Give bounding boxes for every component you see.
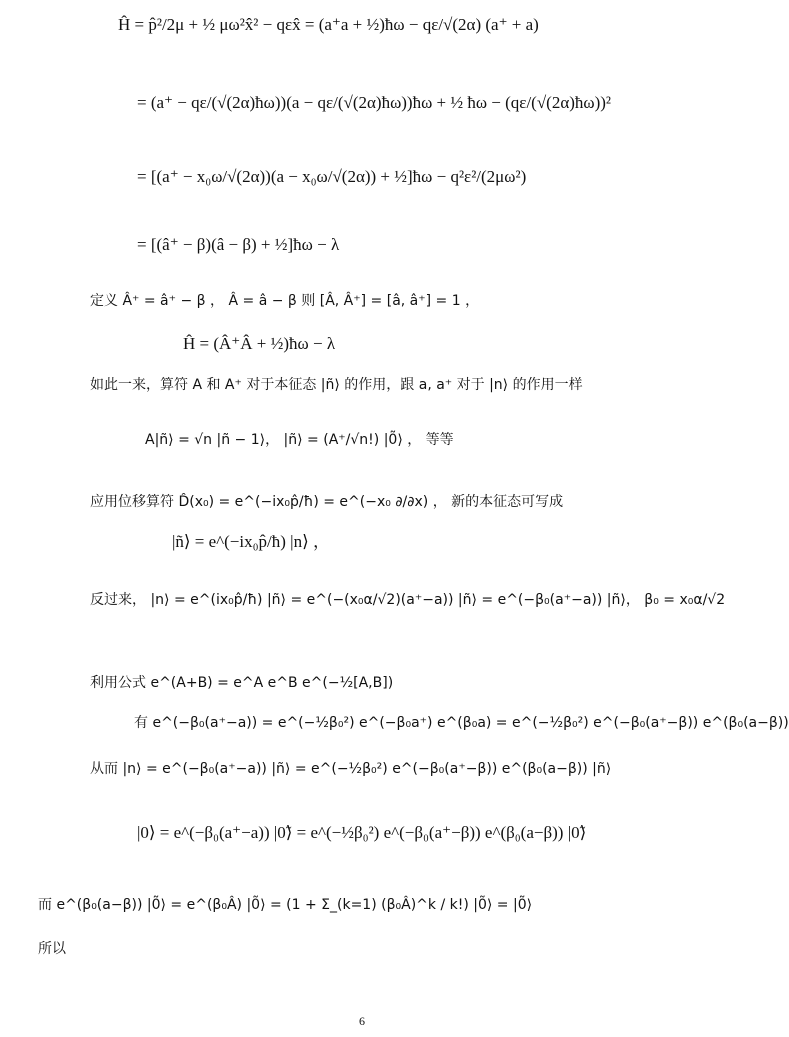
equation-vacuum: 而 e^(β₀(a−β)) |0̃⟩ = e^(β₀Â) |0̃⟩ = (1 + Σ_(k=1) (β₀Â)^k / k!) |0̃⟩ = |0̃⟩ <box>38 897 533 913</box>
equation-expansion: 有 e^(−β₀(a⁺−a)) = e^(−½β₀²) e^(−β₀a⁺) e^(β₀a) = e^(−½β₀²) e^(−β₀(a⁺−β)) e^(β₀(a−β)) <box>134 715 789 731</box>
text-inverse: 反过来， |n⟩ = e^(ix₀p̂/ħ) |ñ⟩ = e^(−(x₀α/√2)(a⁺−a)) |ñ⟩ = e^(−β₀(a⁺−a)) |ñ⟩， β₀ = x₀α/√2 <box>90 592 726 608</box>
equation-new-eigenstate: |ñ⟩ = e^(−ix₀p̂/ħ) |n⟩ ， <box>172 532 330 551</box>
page-number: 6 <box>359 1014 365 1028</box>
equation-step-3: = [(a⁺ − x₀ω/√(2α))(a − x₀ω/√(2α)) + ½]ħω − q²ε²/(2μω²) <box>137 167 527 186</box>
text-operator-action: 如此一来，算符 A 和 A⁺ 对于本征态 |ñ⟩ 的作用，跟 a, a⁺ 对于 |n⟩ 的作用一样 <box>90 377 583 393</box>
equation-step-4: = [(â⁺ − β)(â − β) + ½]ħω − λ <box>137 235 340 254</box>
text-formula: 利用公式 e^(A+B) = e^A e^B e^(−½[A,B]) <box>90 675 394 691</box>
equation-ladder: A|ñ⟩ = √n |ñ − 1⟩， |ñ⟩ = (A⁺/√n!) |0̃⟩ ， 等等 <box>145 432 454 448</box>
text-therefore: 所以 <box>38 941 66 957</box>
equation-hamiltonian: Ĥ = p̂²/2μ + ½ μω²x̂² − qεx̂ = (a⁺a + ½)ħω − qε/√(2α) (a⁺ + a) <box>118 15 539 34</box>
text-displacement: 应用位移算符 D̂(x₀) = e^(−ix₀p̂/ħ) = e^(−x₀ ∂/∂x) ， 新的本征态可写成 <box>90 494 564 510</box>
equation-step-2: = (a⁺ − qε/(√(2α)ħω))(a − qε/(√(2α)ħω))ħω + ½ ħω − (qε/(√(2α)ħω))² <box>137 93 611 112</box>
equation-n-state: 从而 |n⟩ = e^(−β₀(a⁺−a)) |ñ⟩ = e^(−½β₀²) e^(−β₀(a⁺−β)) e^(β₀(a−β)) |ñ⟩ <box>90 761 612 777</box>
equation-hamiltonian-new: Ĥ = (Â⁺Â + ½)ħω − λ <box>183 334 336 353</box>
equation-zero-state: |0⟩ = e^(−β₀(a⁺−a)) |0̃⟩ = e^(−½β₀²) e^(−β₀(a⁺−β)) e^(β₀(a−β)) |0̃⟩ <box>137 823 587 842</box>
definition-line: 定义 Â⁺ = â⁺ − β ， Â = â − β 则 [Â, Â⁺] = [â, â⁺] = 1 ， <box>90 293 480 309</box>
